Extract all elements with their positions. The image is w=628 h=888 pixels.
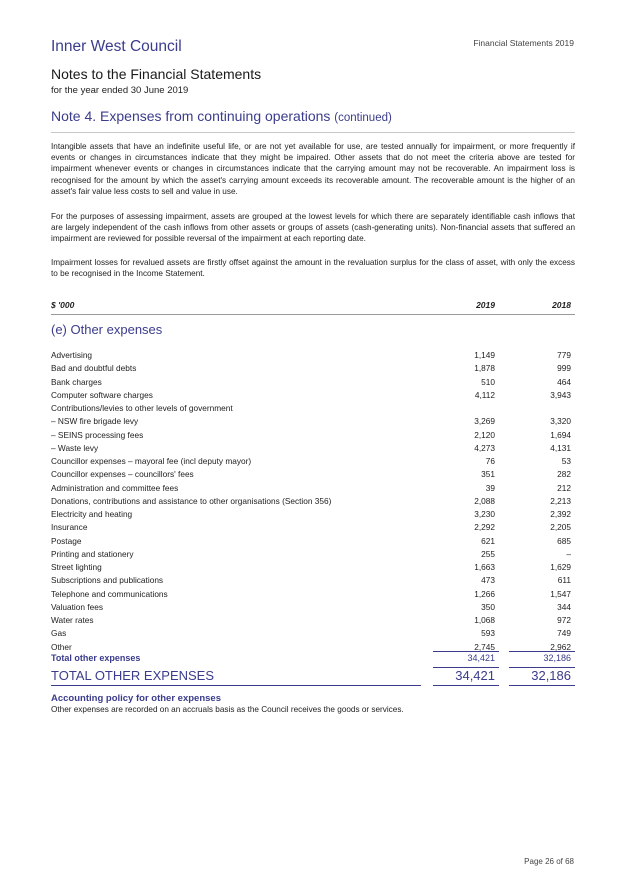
total-value-2018: 32,186 <box>543 653 571 663</box>
row-value-2019: 4,112 <box>474 389 495 400</box>
grand-total-row <box>51 667 575 687</box>
section-title: (e) Other expenses <box>51 322 163 337</box>
row-label: Postage <box>51 535 82 546</box>
table-row <box>51 627 575 640</box>
row-label: Councillor expenses – mayoral fee (incl deputy mayor) <box>51 456 252 466</box>
row-label: Insurance <box>51 522 88 533</box>
row-value-2018: 464 <box>557 376 571 387</box>
row-value-2018: 2,205 <box>550 522 571 533</box>
row-value-2018: 1,547 <box>550 588 571 599</box>
table-row <box>51 574 575 587</box>
row-value-2019: 593 <box>481 628 495 639</box>
table-row <box>51 389 575 402</box>
row-label: Councillor expenses – councillors' fees <box>51 469 194 480</box>
table-row <box>51 468 575 481</box>
row-value-2019: 621 <box>481 535 495 546</box>
total-top-line-2018 <box>509 651 575 652</box>
row-value-2019: 1,266 <box>474 588 495 599</box>
paragraph-impairment-testing: Intangible assets that have an indefinite useful life, or are not yet available for use, are tested annually for impairment, or more frequently if events or changes in circumstances indicate that they might be impaired. Other assets that do not meet the criteria above are tested for impairment whenever events or changes in circumstances indicate that the carrying amount may not be recoverable. An impairment loss is recognised for the amount by which the asset's carrying amount exceeds its recoverable amount. The recoverable amount is the higher of an asset's fair value less costs to sell and value in use. <box>51 142 575 196</box>
row-value-2019: 39 <box>485 482 495 493</box>
total-label: Total other expenses <box>51 653 141 663</box>
note-heading-suffix: (continued) <box>334 112 392 124</box>
table-header <box>51 298 575 315</box>
expense-rows <box>51 349 575 654</box>
row-value-2019: 350 <box>481 601 495 612</box>
row-value-2018: – <box>566 548 571 559</box>
row-value-2018: 611 <box>557 575 571 586</box>
table-row <box>51 349 575 362</box>
row-value-2018: 999 <box>557 363 571 374</box>
row-value-2018: 1,694 <box>550 429 571 440</box>
row-label: Street lighting <box>51 562 102 572</box>
row-value-2018: 1,629 <box>550 562 571 572</box>
table-row <box>51 521 575 534</box>
grand-bottom-line-2019 <box>433 685 499 686</box>
table-row <box>51 415 575 428</box>
note-heading <box>51 108 392 124</box>
row-value-2018: 2,213 <box>550 495 571 506</box>
row-value-2019: 1,663 <box>474 562 495 572</box>
row-value-2018: 2,962 <box>550 641 571 652</box>
table-row <box>51 601 575 614</box>
grand-top-line-2019 <box>433 667 499 668</box>
row-value-2019: 1,068 <box>474 615 495 625</box>
paragraph-impairment-grouping: For the purposes of assessing impairment, assets are grouped at the lowest levels for which there are separately identifiable cash inflows that are largely independent of the cash inflows from other assets or groups of assets (cash-generating units). Non-financial assets that suffered an impairment are reviewed for possible reversal of the impairment at each reporting date. <box>51 212 575 244</box>
period-subtitle: for the year ended 30 June 2019 <box>51 85 189 96</box>
organisation-name: Inner West Council <box>51 38 182 55</box>
table-row <box>51 482 575 495</box>
row-label: Administration and committee fees <box>51 482 179 493</box>
row-value-2018: 282 <box>557 469 571 480</box>
grand-top-line-2018 <box>509 667 575 668</box>
policy-title: Accounting policy for other expenses <box>51 693 221 704</box>
row-value-2018: 685 <box>557 535 571 546</box>
row-label: Electricity and heating <box>51 509 133 519</box>
table-row <box>51 362 575 375</box>
row-label: Gas <box>51 628 67 639</box>
heading-divider <box>51 132 575 133</box>
row-value-2018: 53 <box>561 456 571 466</box>
row-label: Other <box>51 641 72 652</box>
page-number: Page 26 of 68 <box>524 857 574 866</box>
grand-total-label: TOTAL OTHER EXPENSES <box>51 668 215 683</box>
row-value-2019: 2,120 <box>474 429 495 440</box>
row-value-2019: 3,230 <box>474 509 495 519</box>
row-label: Valuation fees <box>51 601 103 612</box>
row-label: Advertising <box>51 350 93 360</box>
row-value-2019: 2,745 <box>474 641 495 652</box>
table-row <box>51 588 575 601</box>
grand-total-value-2019: 34,421 <box>455 668 495 683</box>
row-label: – SEINS processing fees <box>51 429 144 440</box>
grand-total-value-2018: 32,186 <box>531 668 571 683</box>
row-value-2018: 749 <box>557 628 571 639</box>
table-row <box>51 455 575 468</box>
row-value-2019: 255 <box>481 548 495 559</box>
row-value-2018: 3,320 <box>550 416 571 427</box>
total-value-2019: 34,421 <box>467 653 495 663</box>
table-row <box>51 376 575 389</box>
row-label: Subscriptions and publications <box>51 575 164 586</box>
row-label: Water rates <box>51 615 94 625</box>
row-value-2018: 3,943 <box>550 389 571 400</box>
column-header-2018: 2018 <box>552 300 571 310</box>
row-value-2019: 2,292 <box>474 522 495 533</box>
table-row <box>51 535 575 548</box>
row-label: – NSW fire brigade levy <box>51 416 139 427</box>
row-value-2019: 3,269 <box>474 416 495 427</box>
row-value-2019: 1,149 <box>474 350 495 360</box>
row-label: Telephone and communications <box>51 588 168 599</box>
table-row <box>51 495 575 508</box>
document-label: Financial Statements 2019 <box>473 38 574 48</box>
column-header-2019: 2019 <box>476 300 495 310</box>
row-label: Bank charges <box>51 376 102 387</box>
row-label: Contributions/levies to other levels of government <box>51 403 233 413</box>
row-label: Donations, contributions and assistance to other organisations (Section 356) <box>51 495 332 506</box>
row-label: Bad and doubtful debts <box>51 363 137 374</box>
row-label: Printing and stationery <box>51 548 134 559</box>
row-value-2019: 473 <box>481 575 495 586</box>
table-row <box>51 402 575 415</box>
row-value-2019: 351 <box>481 469 495 480</box>
paragraph-revalued-assets: Impairment losses for revalued assets are firstly offset against the amount in the revaluation surplus for the class of asset, with only the excess to be recognised in the Income Statement. <box>51 258 575 279</box>
total-row <box>51 652 575 666</box>
grand-bottom-line-2018 <box>509 685 575 686</box>
table-row <box>51 508 575 521</box>
row-value-2018: 779 <box>557 350 571 360</box>
table-row <box>51 429 575 442</box>
total-top-line-2019 <box>433 651 499 652</box>
row-value-2018: 344 <box>557 601 571 612</box>
table-row <box>51 614 575 627</box>
row-value-2019: 76 <box>485 456 495 466</box>
table-row <box>51 561 575 574</box>
row-value-2019: 1,878 <box>474 363 495 374</box>
row-label: Computer software charges <box>51 389 153 400</box>
note-heading-text: Note 4. Expenses from continuing operations <box>51 108 331 124</box>
row-value-2019: 4,273 <box>474 442 495 453</box>
policy-text: Other expenses are recorded on an accruals basis as the Council receives the goods or services. <box>51 705 404 714</box>
unit-label: $ '000 <box>51 300 75 310</box>
row-value-2018: 2,392 <box>550 509 571 519</box>
grand-bottom-line-label <box>51 685 421 686</box>
notes-title: Notes to the Financial Statements <box>51 66 262 82</box>
table-row <box>51 442 575 455</box>
row-value-2019: 510 <box>481 376 495 387</box>
row-value-2018: 212 <box>557 482 571 493</box>
row-value-2018: 4,131 <box>550 442 571 453</box>
table-row <box>51 548 575 561</box>
row-label: – Waste levy <box>51 442 99 453</box>
row-value-2019: 2,088 <box>474 495 495 506</box>
row-value-2018: 972 <box>557 615 571 625</box>
